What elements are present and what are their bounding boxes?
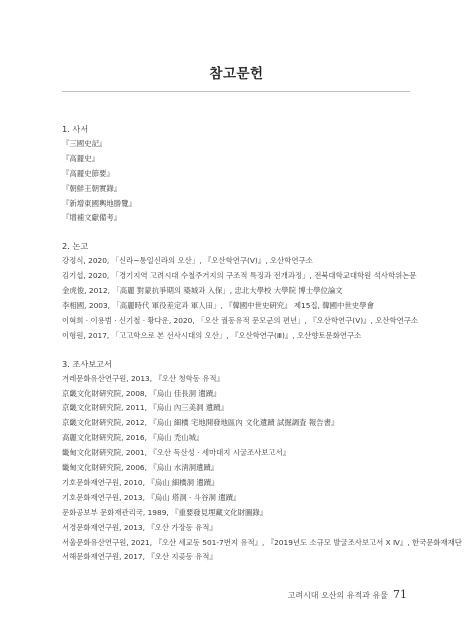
reference-entry: 『三國史記』	[62, 138, 107, 148]
reference-entry: 김기섭, 2020, 「경기지역 고려시대 수철주거지의 구조적 특징과 전개과정」, 전북대학교대학원 석사학위논문	[62, 271, 417, 281]
reference-entry: 서경문화재연구원, 2013, 『오산 가장동 유적』	[62, 522, 217, 532]
reference-entry: 畿甸文化財硏究院, 2006, 『烏山 水淸洞遺蹟』	[62, 463, 219, 473]
reference-entry: 京畿文化財硏究院, 2011, 『烏山 內三美洞 遺蹟』	[62, 403, 228, 413]
section-heading: 2. 논고	[62, 241, 89, 252]
reference-entry: 『朝鮮王朝實錄』	[62, 183, 122, 193]
section-reports	[62, 357, 462, 566]
page-number: 71	[393, 588, 407, 601]
section-historical-texts	[62, 122, 422, 226]
reference-entry: 강정식, 2020, 「신라~통일신라의 오산」, 『오산학연구(V)』, 오산학연구소	[62, 256, 313, 266]
reference-entry: 이혁희 · 이용범 · 신기철 · 황다운, 2020, 「오산 궐동유적 문모군의 편년」, 『오산학연구(V)』, 오산학연구소	[62, 315, 419, 325]
reference-entry: 『高麗史』	[62, 153, 99, 163]
reference-entry: 金虎俊, 2012, 「高麗 對蒙抗爭期의 築城과 入保」, 忠北大學校 大學院 博士學位論文	[62, 286, 343, 296]
reference-entry: 서울문화유산연구원, 2021, 『오산 세교동 501-7번지 유적』, 『2019년도 소규모 발굴조사보고서 X Ⅳ』, 한국문화재재단	[62, 537, 462, 547]
reference-entry: 京畿文化財硏究院, 2008, 『烏山 佳長洞 遺蹟』	[62, 388, 221, 398]
reference-entry: 『新增東國輿地勝覽』	[62, 198, 136, 208]
section-heading: 1. 사서	[62, 124, 89, 134]
reference-entry: 문화공보부 문화재관리국, 1989, 『重要發見埋藏文化財圖錄』	[62, 507, 268, 517]
reference-entry: 기호문화재연구원, 2010, 『烏山 細橋洞 遺蹟』	[62, 477, 219, 487]
reference-entry: 高麗文化財硏究院, 2016, 『烏山 禿山城』	[62, 433, 204, 443]
reference-entry: 畿甸文化財硏究院, 2001, 『오산 독산성 · 세마대지 시굴조사보고서』	[62, 448, 291, 458]
section-heading: 3. 조사보고서	[62, 358, 112, 369]
reference-entry: 李相國, 2003, 「高麗時代 軍役差定과 軍人田」, 『韓國中世史硏究』 제15집, 韓國中世史學會	[62, 300, 374, 310]
reference-entry: 이형원, 2017, 「고고학으로 본 선사시대의 오산」, 『오산학연구(Ⅲ)』, 오산향토문화연구소	[62, 330, 362, 340]
reference-entry: 기호문화재연구원, 2013, 『烏山 塔洞 · 斗谷洞 遺蹟』	[62, 492, 241, 502]
title-divider	[62, 91, 410, 92]
section-papers	[62, 239, 422, 343]
page-title: 참고문헌	[209, 66, 264, 82]
reference-entry: 겨레문화유산연구원, 2013, 『오산 청학동 유적』	[62, 373, 224, 383]
reference-entry: 『高麗史節要』	[62, 168, 114, 178]
reference-entry: 京畿文化財硏究院, 2012, 『烏山 細橋 宅地開發地區內 文化遺蹟 試掘調査 報告書』	[62, 418, 339, 428]
reference-entry: 서해문화재연구원, 2017, 『오산 지곶동 유적』	[62, 552, 217, 562]
page-footer	[288, 588, 407, 601]
running-title: 고려시대 오산의 유적과 유물	[287, 591, 388, 600]
reference-entry: 『增補文獻備考』	[62, 213, 122, 223]
bibliography	[62, 122, 462, 578]
